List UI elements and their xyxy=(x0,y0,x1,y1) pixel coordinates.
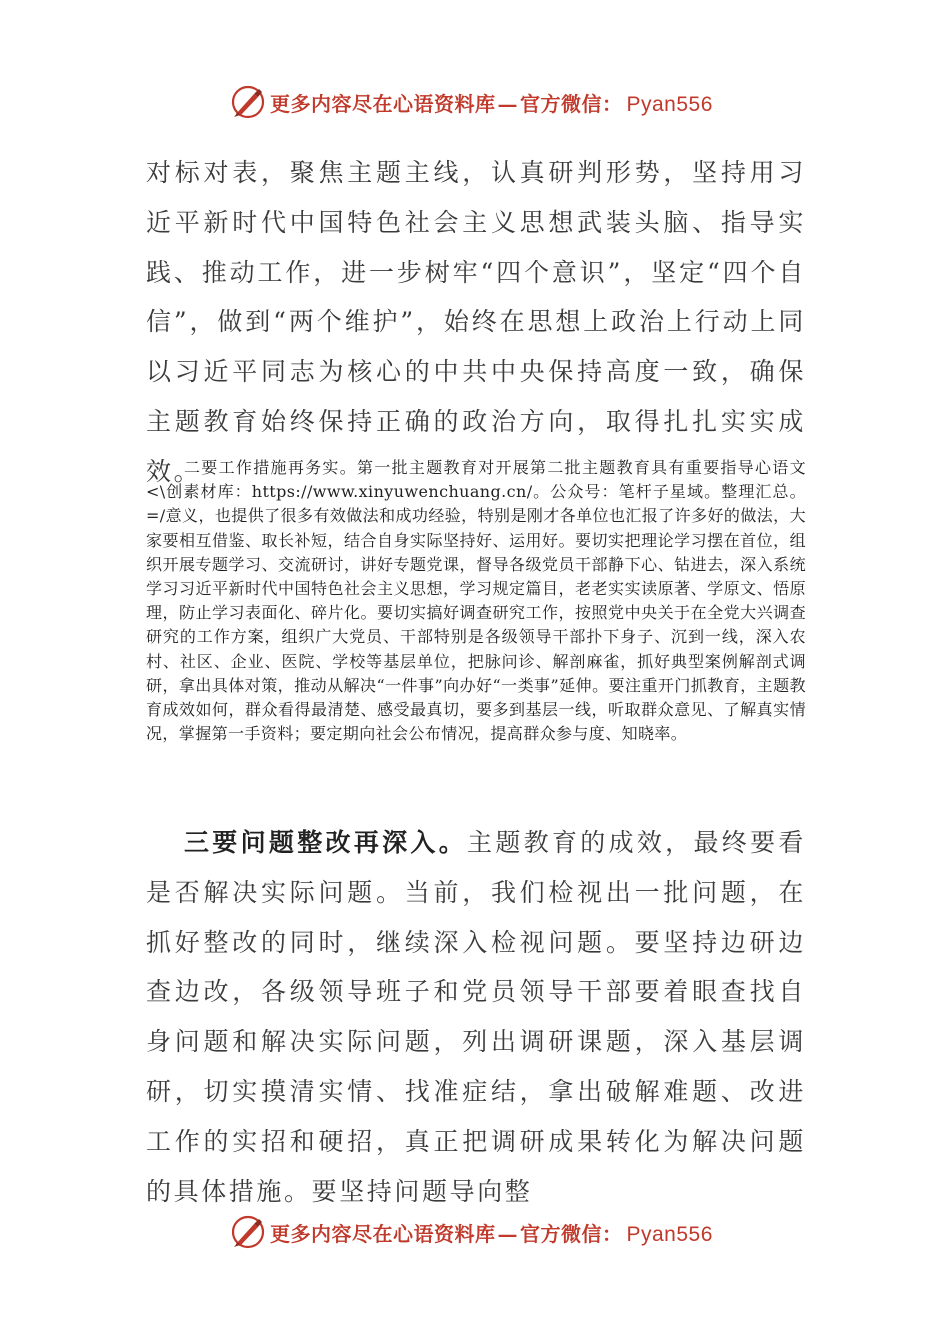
body-paragraph-3 xyxy=(146,818,806,1216)
banner-title: 更多内容尽在心语资料库 xyxy=(270,91,496,116)
paragraph-3-lead: 三要问题整改再深入。 xyxy=(184,828,468,857)
banner-wechat-label: 官方微信： xyxy=(520,91,623,116)
body-paragraph-2: 二要工作措施再务实。第一批主题教育对开展第二批主题教育具有重要指导心语文<\创素材库：https://www.xinyuwenchuang.cn/。公众号：笔杆子星域。整理汇总。=/意义，也提供了很多有效做法和成功经验，特别是刚才各单位也汇报了许多好的做法，大家要相互借鉴、取长补短，结合自身实际坚持好、运用好。要切实把理论学习摆在首位，组织开展专题学习、交流研讨，讲好专题党课，督导各级党员干部静下心、钻进去，深入系统学习习近平新时代中国特色社会主义思想，学习规定篇目，老老实实读原著、学原文、悟原理，防止学习表面化、碎片化。要切实搞好调查研究工作，按照党中央关于在全党大兴调查研究的工作方案，组织广大党员、干部特别是各级领导干部扑下身子、沉到一线，深入农村、社区、企业、医院、学校等基层单位，把脉问诊、解剖麻雀，抓好典型案例解剖式调研，拿出具体对策，推动从解决“一件事”向办好“一类事”延伸。要注重开门抓教育，主题教育成效如何，群众看得最清楚、感受最真切，要多到基层一线，听取群众意见、了解真实情况，掌握第一手资料；要定期向社会公布情况，提高群众参与度、知晓率。 xyxy=(146,458,806,744)
banner-wechat-label: 官方微信： xyxy=(520,1221,623,1246)
body-paragraph-1: 对标对表，聚焦主题主线，认真研判形势，坚持用习近平新时代中国特色社会主义思想武装头脑、指导实践、推动工作，进一步树牢“四个意识”，坚定“四个自信”，做到“两个维护”，始终在思想上政治上行动上同以习近平同志为核心的中共中央保持高度一致，确保主题教育始终保持正确的政治方向，取得扎扎实实成效。 xyxy=(146,158,806,486)
paragraph-3-text: 主题教育的成效，最终要看是否解决实际问题。当前，我们检视出一批问题，在抓好整改的同时，继续深入检视问题。要坚持边研边查边改，各级领导班子和党员领导干部要着眼查找自身问题和解决实际问题，列出调研课题，深入基层调研，切实摸清实情、找准症结，拿出破解难题、改进工作的实招和硬招，真正把调研成果转化为解决问题的具体措施。要坚持问题导向整 xyxy=(146,828,806,1206)
banner-text xyxy=(270,88,713,117)
banner-wechat-id: Pyan556 xyxy=(626,1222,713,1246)
pen-logo-icon xyxy=(230,84,266,120)
banner-separator: — xyxy=(497,1221,518,1246)
banner-separator: — xyxy=(497,91,518,116)
banner-text xyxy=(270,1218,713,1247)
banner-title: 更多内容尽在心语资料库 xyxy=(270,1221,496,1246)
banner-wechat-id: Pyan556 xyxy=(626,92,713,116)
footer-banner xyxy=(230,1212,713,1252)
pen-logo-icon xyxy=(230,1214,266,1250)
header-banner xyxy=(230,82,713,122)
